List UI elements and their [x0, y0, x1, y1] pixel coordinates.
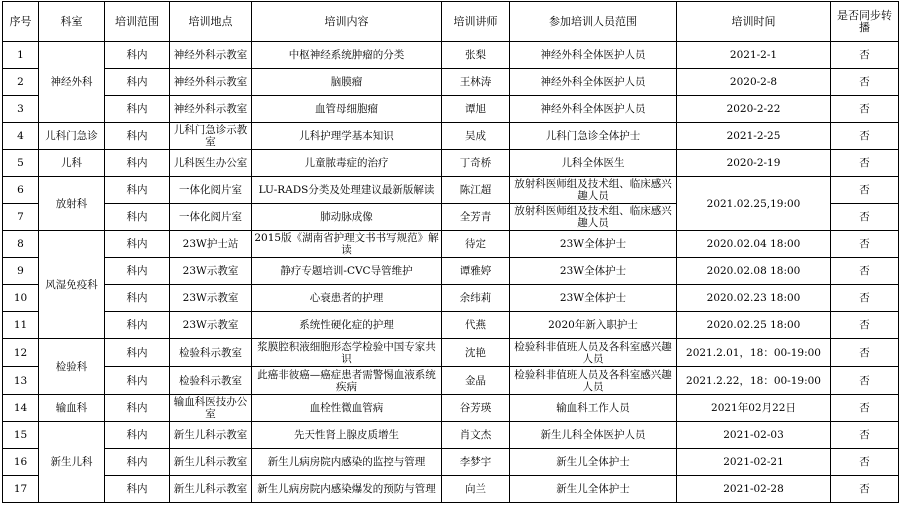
cell-participants: 新生儿全体护士	[510, 476, 677, 503]
cell-time: 2021-02-03	[677, 422, 831, 449]
cell-time: 2020-2-22	[677, 96, 831, 123]
cell-no: 2	[3, 69, 39, 96]
table-row	[3, 449, 899, 476]
cell-no: 10	[3, 285, 39, 312]
cell-participants: 神经外科全体医护人员	[510, 42, 677, 69]
header-participants: 参加培训人员范围	[510, 2, 677, 42]
cell-scope: 科内	[105, 42, 170, 69]
cell-location: 神经外科示教室	[170, 42, 252, 69]
cell-location: 23W示教室	[170, 312, 252, 339]
table-row	[3, 258, 899, 285]
cell-participants: 神经外科全体医护人员	[510, 69, 677, 96]
cell-location: 神经外科示教室	[170, 69, 252, 96]
cell-lecturer: 待定	[442, 231, 510, 258]
cell-no: 3	[3, 96, 39, 123]
cell-lecturer: 丁奇桥	[442, 150, 510, 177]
cell-no: 13	[3, 367, 39, 395]
cell-time: 2021-2-25	[677, 123, 831, 150]
header-content: 培训内容	[252, 2, 442, 42]
table-row	[3, 395, 899, 422]
cell-scope: 科内	[105, 231, 170, 258]
cell-broadcast: 否	[831, 177, 899, 204]
cell-content: 脑膜瘤	[252, 69, 442, 96]
cell-broadcast: 否	[831, 395, 899, 422]
cell-content: 静疗专题培训-CVC导管维护	[252, 258, 442, 285]
cell-lecturer: 全芳青	[442, 204, 510, 231]
cell-no: 14	[3, 395, 39, 422]
cell-scope: 科内	[105, 123, 170, 150]
cell-participants: 23W全体护士	[510, 258, 677, 285]
cell-location: 检验科示教室	[170, 339, 252, 367]
training-schedule-table	[2, 1, 899, 503]
cell-no: 1	[3, 42, 39, 69]
cell-time: 2021年02月22日	[677, 395, 831, 422]
cell-scope: 科内	[105, 69, 170, 96]
cell-no: 11	[3, 312, 39, 339]
cell-lecturer: 余纬莉	[442, 285, 510, 312]
cell-location: 新生儿科示教室	[170, 476, 252, 503]
cell-no: 17	[3, 476, 39, 503]
cell-participants: 23W全体护士	[510, 231, 677, 258]
cell-scope: 科内	[105, 177, 170, 204]
cell-broadcast: 否	[831, 123, 899, 150]
cell-location: 儿科医生办公室	[170, 150, 252, 177]
cell-content: 心衰患者的护理	[252, 285, 442, 312]
cell-location: 一体化阅片室	[170, 177, 252, 204]
cell-no: 15	[3, 422, 39, 449]
cell-location: 新生儿科示教室	[170, 422, 252, 449]
header-location: 培训地点	[170, 2, 252, 42]
cell-scope: 科内	[105, 96, 170, 123]
cell-broadcast: 否	[831, 150, 899, 177]
header-no: 序号	[3, 2, 39, 42]
cell-participants: 新生儿全体护士	[510, 449, 677, 476]
cell-scope: 科内	[105, 395, 170, 422]
cell-no: 9	[3, 258, 39, 285]
table-row	[3, 177, 899, 204]
cell-content: 先天性肾上腺皮质增生	[252, 422, 442, 449]
cell-lecturer: 吴成	[442, 123, 510, 150]
cell-time: 2020.02.04 18:00	[677, 231, 831, 258]
cell-broadcast: 否	[831, 449, 899, 476]
cell-participants: 放射科医师组及技术组、临床感兴趣人员	[510, 177, 677, 204]
cell-broadcast: 否	[831, 231, 899, 258]
table-row	[3, 42, 899, 69]
cell-time: 2020.02.23 18:00	[677, 285, 831, 312]
cell-broadcast: 否	[831, 476, 899, 503]
cell-content: 血栓性微血管病	[252, 395, 442, 422]
cell-lecturer: 王林涛	[442, 69, 510, 96]
cell-lecturer: 张梨	[442, 42, 510, 69]
cell-content: 浆膜腔积液细胞形态学检验中国专家共识	[252, 339, 442, 367]
cell-participants: 儿科门急诊全体护士	[510, 123, 677, 150]
cell-scope: 科内	[105, 422, 170, 449]
cell-content: 肺动脉成像	[252, 204, 442, 231]
cell-participants: 2020年新入职护士	[510, 312, 677, 339]
cell-participants: 检验科非值班人员及各科室感兴趣人员	[510, 367, 677, 395]
cell-time: 2020.02.08 18:00	[677, 258, 831, 285]
table-row	[3, 312, 899, 339]
cell-no: 12	[3, 339, 39, 367]
table-row	[3, 69, 899, 96]
cell-content: 儿童脓毒症的治疗	[252, 150, 442, 177]
cell-content: 系统性硬化症的护理	[252, 312, 442, 339]
cell-scope: 科内	[105, 339, 170, 367]
cell-lecturer: 谭旭	[442, 96, 510, 123]
cell-content: LU-RADS分类及处理建议最新版解读	[252, 177, 442, 204]
header-department: 科室	[39, 2, 105, 42]
cell-broadcast: 否	[831, 422, 899, 449]
cell-department: 新生儿科	[39, 422, 105, 503]
cell-time: 2020-2-8	[677, 69, 831, 96]
cell-scope: 科内	[105, 204, 170, 231]
cell-scope: 科内	[105, 367, 170, 395]
cell-lecturer: 谭雅婷	[442, 258, 510, 285]
cell-broadcast: 否	[831, 285, 899, 312]
cell-time: 2020-2-19	[677, 150, 831, 177]
cell-time: 2021-2-1	[677, 42, 831, 69]
cell-participants: 输血科工作人员	[510, 395, 677, 422]
table-row	[3, 123, 899, 150]
cell-department: 儿科	[39, 150, 105, 177]
cell-content: 血管母细胞瘤	[252, 96, 442, 123]
cell-location: 新生儿科示教室	[170, 449, 252, 476]
cell-participants: 23W全体护士	[510, 285, 677, 312]
cell-location: 一体化阅片室	[170, 204, 252, 231]
cell-no: 16	[3, 449, 39, 476]
table-row	[3, 285, 899, 312]
cell-content: 此癌非彼癌—癌症患者需警惕血液系统疾病	[252, 367, 442, 395]
cell-location: 23W护士站	[170, 231, 252, 258]
cell-no: 6	[3, 177, 39, 204]
header-lecturer: 培训讲师	[442, 2, 510, 42]
cell-department: 放射科	[39, 177, 105, 231]
table-row	[3, 422, 899, 449]
cell-time: 2021.2.01，18：00-19:00	[677, 339, 831, 367]
cell-scope: 科内	[105, 449, 170, 476]
cell-broadcast: 否	[831, 312, 899, 339]
cell-location: 检验科示教室	[170, 367, 252, 395]
cell-no: 8	[3, 231, 39, 258]
table-row	[3, 476, 899, 503]
cell-broadcast: 否	[831, 69, 899, 96]
header-broadcast: 是否同步转播	[831, 2, 899, 42]
cell-lecturer: 金晶	[442, 367, 510, 395]
cell-lecturer: 谷芳瑛	[442, 395, 510, 422]
cell-department: 儿科门急诊	[39, 123, 105, 150]
cell-time: 2020.02.25 18:00	[677, 312, 831, 339]
header-scope: 培训范围	[105, 2, 170, 42]
cell-broadcast: 否	[831, 339, 899, 367]
cell-lecturer: 李梦宇	[442, 449, 510, 476]
cell-content: 中枢神经系统肿瘤的分类	[252, 42, 442, 69]
cell-lecturer: 向兰	[442, 476, 510, 503]
cell-broadcast: 否	[831, 96, 899, 123]
cell-broadcast: 否	[831, 204, 899, 231]
cell-location: 儿科门急诊示教室	[170, 123, 252, 150]
cell-location: 23W示教室	[170, 258, 252, 285]
table-row	[3, 96, 899, 123]
table-header-row	[3, 2, 899, 42]
cell-time: 2021.2.22，18：00-19:00	[677, 367, 831, 395]
cell-no: 7	[3, 204, 39, 231]
header-time: 培训时间	[677, 2, 831, 42]
cell-location: 23W示教室	[170, 285, 252, 312]
cell-participants: 新生儿科全体医护人员	[510, 422, 677, 449]
cell-time: 2021.02.25,19:00	[677, 177, 831, 231]
cell-lecturer: 沈艳	[442, 339, 510, 367]
cell-scope: 科内	[105, 150, 170, 177]
cell-broadcast: 否	[831, 42, 899, 69]
table-row	[3, 150, 899, 177]
cell-participants: 检验科非值班人员及各科室感兴趣人员	[510, 339, 677, 367]
cell-participants: 神经外科全体医护人员	[510, 96, 677, 123]
table-row	[3, 231, 899, 258]
cell-content: 新生儿病房院内感染爆发的预防与管理	[252, 476, 442, 503]
cell-content: 儿科护理学基本知识	[252, 123, 442, 150]
cell-content: 新生儿病房院内感染的监控与管理	[252, 449, 442, 476]
cell-participants: 儿科全体医生	[510, 150, 677, 177]
cell-content: 2015版《湖南省护理文书书写规范》解读	[252, 231, 442, 258]
cell-scope: 科内	[105, 312, 170, 339]
cell-department: 检验科	[39, 339, 105, 395]
cell-department: 神经外科	[39, 42, 105, 123]
cell-time: 2021-02-28	[677, 476, 831, 503]
cell-time: 2021-02-21	[677, 449, 831, 476]
cell-no: 5	[3, 150, 39, 177]
cell-lecturer: 陈江超	[442, 177, 510, 204]
table-row	[3, 367, 899, 395]
cell-department: 输血科	[39, 395, 105, 422]
cell-scope: 科内	[105, 476, 170, 503]
cell-participants: 放射科医师组及技术组、临床感兴趣人员	[510, 204, 677, 231]
cell-scope: 科内	[105, 258, 170, 285]
cell-no: 4	[3, 123, 39, 150]
table-row	[3, 339, 899, 367]
cell-lecturer: 肖文杰	[442, 422, 510, 449]
cell-broadcast: 否	[831, 258, 899, 285]
cell-department: 风湿免疫科	[39, 231, 105, 339]
cell-location: 神经外科示教室	[170, 96, 252, 123]
cell-scope: 科内	[105, 285, 170, 312]
cell-lecturer: 代燕	[442, 312, 510, 339]
cell-location: 输血科医技办公室	[170, 395, 252, 422]
cell-broadcast: 否	[831, 367, 899, 395]
